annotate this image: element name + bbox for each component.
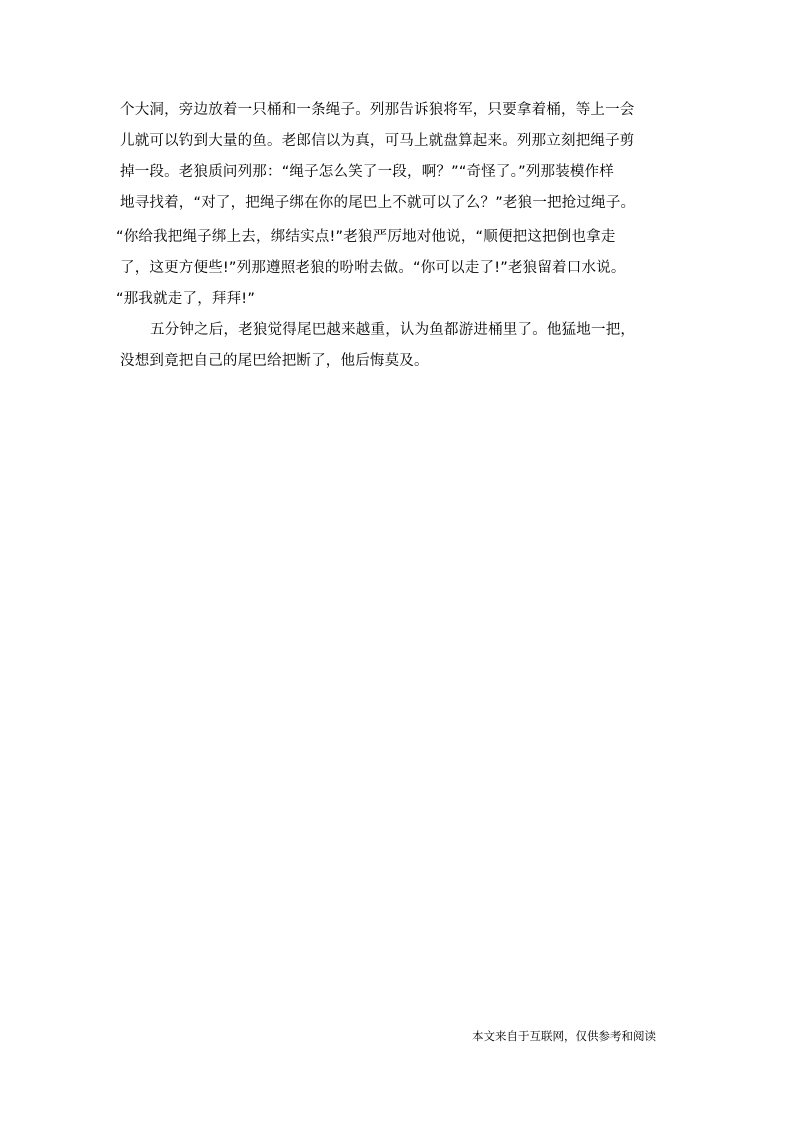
body-text-line: 掉一段。老狼质问列那：“绳子怎么笑了一段，啊？”“奇怪了。”列那装模作样 [120, 164, 614, 180]
body-text-line: 了，这更方便些!”列那遵照老狼的吩咐去做。“你可以走了!”老狼留着口水说。 [120, 260, 626, 276]
body-text-line: 地寻找着，“对了，把绳子绑在你的尾巴上不就可以了么？”老狼一把抢过绳子。 [120, 195, 636, 211]
body-text-line: 儿就可以钓到大量的鱼。老郎信以为真，可马上就盘算起来。列那立刻把绳子剪 [120, 133, 635, 149]
paragraph-start-line: 五分钟之后，老狼觉得尾巴越来越重，认为鱼都游进桶里了。他猛地一把， [150, 322, 636, 338]
body-text-line: 没想到竟把自己的尾巴给把断了，他后悔莫及。 [120, 353, 429, 369]
footer-note: 本文来自于互联网，仅供参考和阅读 [472, 1029, 656, 1043]
body-text-line: “那我就走了，拜拜!” [116, 291, 256, 307]
body-text-line: 个大洞，旁边放着一只桶和一条绳子。列那告诉狼将军，只要拿着桶，等上一会 [120, 102, 635, 118]
body-text-line: “你给我把绳子绑上去，绑结实点!”老狼严厉地对他说，“顺便把这把倒也拿走 [116, 229, 616, 245]
